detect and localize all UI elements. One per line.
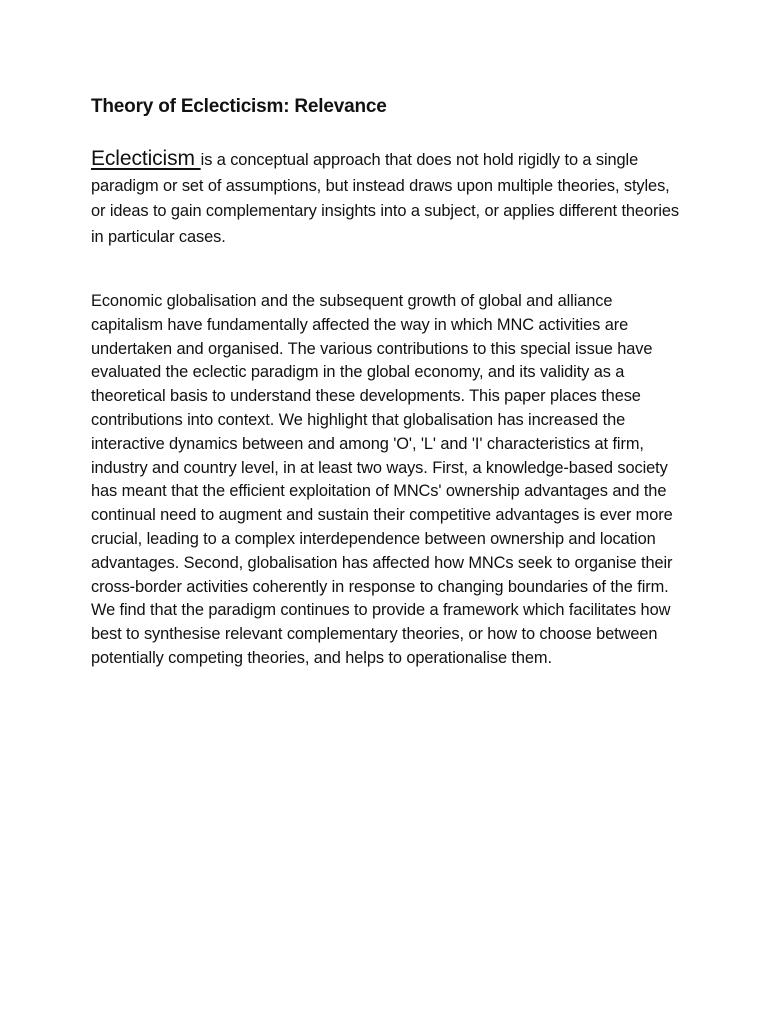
definition-term: Eclecticism [91,147,201,170]
body-paragraph: Economic globalisation and the subsequent growth of global and alliance capitalism have fundamentally affected the way in which MNC activities are undertaken and organised. The various contributions to this special issue have evaluated the eclectic paradigm in the global economy, and its validity as a theoretical basis to understand these developments. This paper places these contributions into context. We highlight that globalisation has increased the interactive dynamics between and among 'O', 'L' and 'I' characteristics at firm, industry and country level, in at least two ways. First, a knowledge-based society has meant that the efficient exploitation of MNCs' ownership advantages and the continual need to augment and sustain their competitive advantages is ever more crucial, leading to a complex interdependence between ownership and location advantages. Second, globalisation has affected how MNCs seek to organise their cross-border activities coherently in response to changing boundaries of the firm. We find that the paradigm continues to provide a framework which facilitates how best to synthesise relevant complementary theories, or how to choose between potentially competing theories, and helps to operationalise them. [91,292,673,667]
document-title: Theory of Eclecticism: Relevance [91,96,387,117]
document-content [91,92,681,671]
definition-paragraph [91,146,681,250]
definition-text: is a conceptual approach that does not hold rigidly to a single paradigm or set of assumptions, but instead draws upon multiple theories, styles, or ideas to gain complementary insights into a subject, or applies different theories in particular cases. [91,151,679,246]
